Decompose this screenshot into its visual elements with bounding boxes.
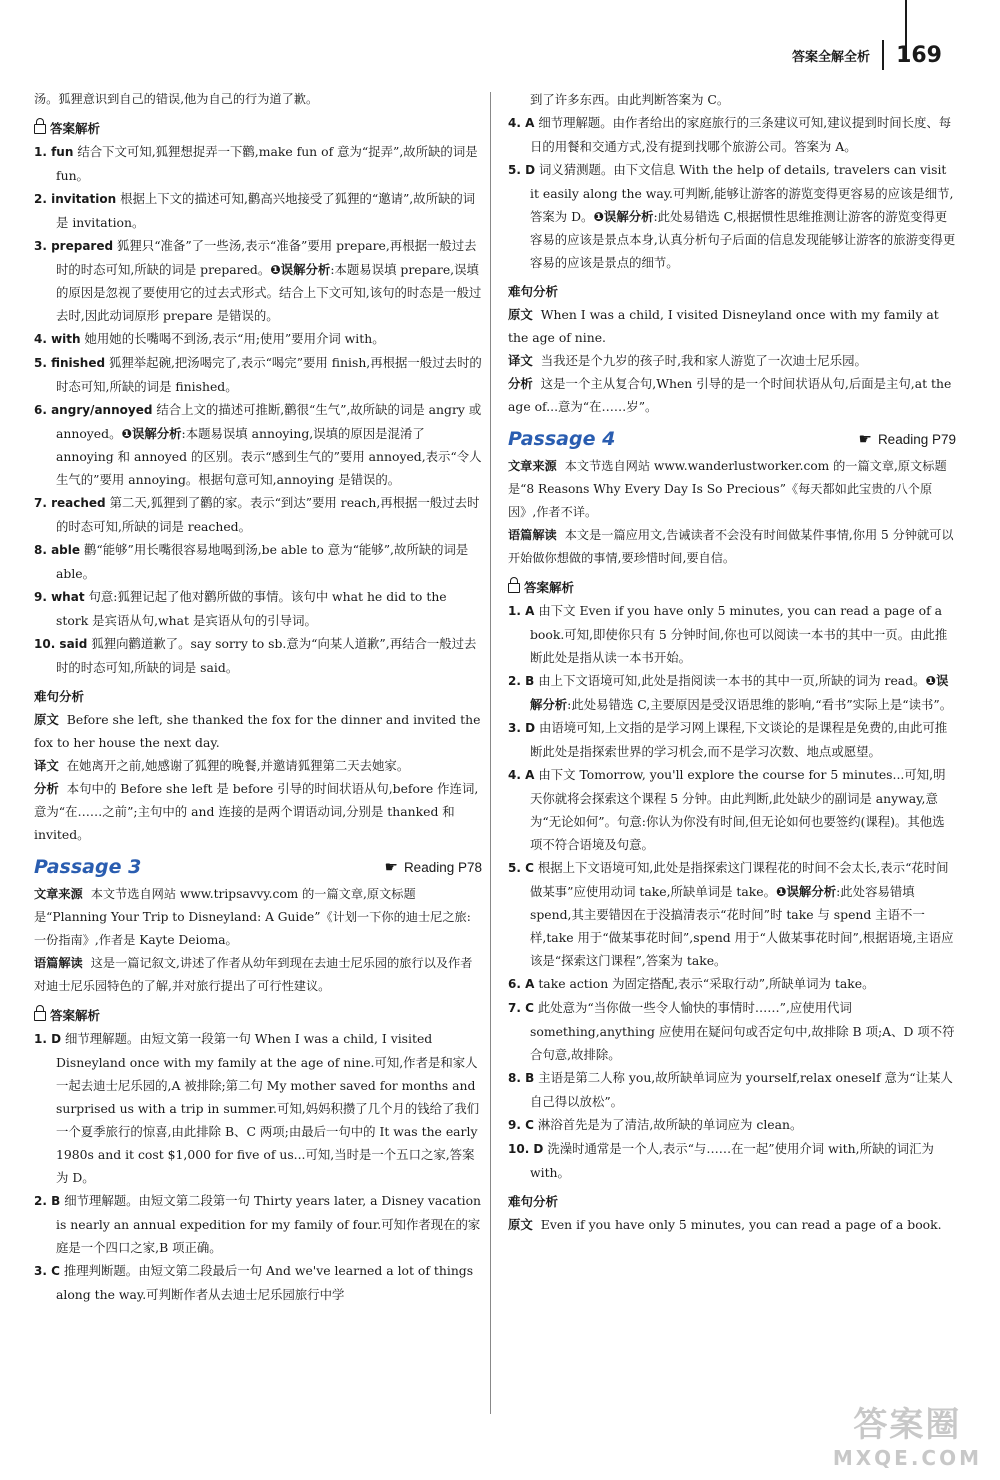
answer-heading: 答案解析 [34,117,482,140]
error-analysis-label: ❶误解分析 [530,673,949,712]
answer-number: 3. prepared [34,239,114,253]
answer-number: 10. D [508,1142,544,1156]
article-source: 文章来源 本文节选自网站 www.wanderlustworker.com 的一篇文章,原文标题是“8 Reasons Why Every Day Is So Precious”《每天都如此宝贵的八个原因》,作者不详。 [508,459,947,519]
answer-text: 推理判断题。由短文第二段最后一句 And we've learned a lot of things along the way.可判断作者从去迪士尼乐园旅行中学 [56,1263,474,1302]
pointing-hand-icon: ☛ [384,859,398,876]
answer-number: 3. D [508,721,536,735]
answer-item [34,351,482,398]
answer-number: 6. A [508,977,535,991]
error-analysis-label: ❶误解分析 [593,209,654,224]
answer-number: 7. C [508,1001,534,1015]
answer-list [34,140,482,679]
answer-item [508,1137,956,1184]
answer-number: 8. able [34,543,81,557]
answer-number: 2. B [508,674,535,688]
passage-reading: 语篇解读 本文是一篇应用文,告诫读者不会没有时间做某件事情,你用 5 分钟就可以开始做你想做的事情,要珍惜时间,要自信。 [508,528,954,565]
analysis: 分析 这是一个主从复合句,When 引导的是一个时间状语从句,后面是主句,at the age of...意为“在……岁”。 [508,376,952,414]
answer-item [34,234,482,327]
answer-heading: 答案解析 [508,576,956,599]
pointing-hand-icon: ☛ [858,431,872,448]
answer-number: 1. fun [34,145,74,159]
lock-icon [34,124,46,134]
error-analysis-text: :此处易错选 C,主要原因是受汉语思维的影响,“看书”实际上是“读书”。 [567,697,953,712]
answer-number: 1. D [34,1032,62,1046]
answer-number: 9. C [508,1118,534,1132]
answer-item [34,140,482,187]
answer-number: 4. A [508,116,535,130]
answer-text: 由语境可知,上文指的是学习网上课程,下文谈论的是课程是免费的,由此可推断此处是指探索世界的学习机会,而不是学习次数、地点或愿望。 [530,720,948,759]
error-analysis-text: :本题易误填 prepare,误填的原因是忽视了要使用它的过去式形式。结合上下文可知,该句的时态是一般过去时,因此动词原形 prepare 是错误的。 [56,262,482,323]
answer-item [34,187,482,234]
answer-text: 她用她的长嘴喝不到汤,表示“用;使用”要用介词 with。 [84,331,385,346]
passage-reading: 语篇解读 这是一篇记叙文,讲述了作者从幼年到现在去迪士尼乐园的旅行以及作者对迪士尼乐园特色的了解,并对旅行提出了可行性建议。 [34,956,473,993]
lock-icon [508,583,520,593]
answer-text: 细节理解题。由作者给出的家庭旅行的三条建议可知,建议提到时间长度、每日的用餐和交通方式,没有提到找哪个旅游公司。答案为 A。 [530,115,952,154]
error-analysis-text: :此处容易错填 spend,其主要错因在于没搞清表示“花时间”时 take 与 spend 主语不一样,take 用于“做某事花时间”,spend 用于“人做某事花时间”,根据语境,主语应该是“探索这门课程”,答案为 take。 [530,884,954,968]
answer-item [34,632,482,679]
answer-list [508,599,956,1184]
answer-text: 主语是第二人称 you,故所缺单词应为 yourself,relax oneself 意为“让某人自己得以放松”。 [530,1070,953,1109]
answer-item [508,763,956,856]
passage-title: Passage 4 [508,428,616,450]
watermark [833,1397,982,1470]
answer-text: take action 为固定搭配,表示“采取行动”,所缺单词为 take。 [538,976,875,991]
answer-text: 句意:狐狸记起了他对鹳所做的事情。该句中 what he did to the stork 是宾语从句,what 是宾语从句的引导词。 [56,589,447,628]
answer-text: 细节理解题。由短文第一段第一句 When I was a child, I visited Disneyland once with my family at the age of nine.可知,作者是和家人一起去迪士尼乐园的,A 被排除;第二句 My mother saved for months and surprised us with a trip in summer.可知,妈妈积攒了几个月的钱给了我们一个夏季旅行的惊喜,由此排除 B、C 两项;由最后一句中的 It was the early 1980s and it cost $1,000 for five of us...可知,当时是一个五口之家,答案为 D。 [56,1031,480,1185]
answer-text: 第二天,狐狸到了鹳的家。表示“到达”要用 reach,再根据一般过去时的时态可知,所缺的词是 reached。 [56,495,480,534]
watermark-url: MXQE.COM [832,1446,982,1470]
answer-list [508,111,956,274]
answer-item [508,111,956,158]
answer-number: 10. said [34,637,88,651]
answer-text: 结合下文可知,狐狸想捉弄一下鹳,make fun of 意为“捉弄”,故所缺的词是 fun。 [56,144,478,183]
answer-number: 2. B [34,1194,61,1208]
page-header [792,40,942,70]
answer-item [508,599,956,669]
answer-item [508,1066,956,1113]
answer-number: 4. with [34,332,81,346]
article-source: 文章来源 本文节选自网站 www.tripsavvy.com 的一篇文章,原文标题是“Planning Your Trip to Disneyland: A Guide”《计划一下你的迪士尼之旅:一份指南》,作者是 Kayte Deioma。 [34,887,471,947]
intro-text: 汤。狐狸意识到自己的错误,他为自己的行为道了歉。 [34,92,319,106]
page-number: 169 [896,42,942,68]
column-divider [490,92,491,1414]
answer-item [508,716,956,763]
error-analysis-label: ❶误解分析 [270,262,331,277]
answer-text: 根据上下文的描述可知,鹳高兴地接受了狐狸的“邀请”,故所缺的词是 invitation。 [56,191,476,230]
answer-number: 5. C [508,861,534,875]
left-column [34,88,482,1306]
answer-text: 由下文 Even if you have only 5 minutes, you can read a page of a book.可知,即使你只有 5 分钟时间,你也可以阅读一本书的其中一页。由此推断此处是指从读一本书开始。 [530,603,948,665]
answer-number: 2. invitation [34,192,117,206]
translation: 译文 当我还是个九岁的孩子时,我和家人游览了一次迪士尼乐园。 [508,353,867,368]
difficult-sentence-heading: 难句分析 [508,284,559,299]
answer-text: 此处意为“当你做一些令人愉快的事情时……”,应使用代词 something,anything 应使用在疑问句或否定句中,故排除 B 项;A、D 项不符合句意,故排除。 [530,1000,955,1062]
watermark-logo: 答案圈 [853,1405,962,1445]
original-sentence: 原文 Before she left, she thanked the fox for the dinner and invited the fox to her house the next day. [34,712,481,750]
original-sentence: 原文 When I was a child, I visited Disneyland once with my family at the age of nine. [508,307,939,345]
difficult-sentence-heading: 难句分析 [34,689,85,704]
analysis: 分析 本句中的 Before she left 是 before 引导的时间状语从句,before 作连词,意为“在……之前”;主句中的 and 连接的是两个谓语动词,分别是 thanked 和 invited。 [34,781,479,842]
passage-4-header [508,428,956,451]
header-divider [882,40,884,70]
answer-item [508,1113,956,1137]
error-analysis-text: :此处易错选 C,根据惯性思维推测让游客的游览变得更容易的应该是景点本身,认真分析句子后面的信息发现能够让游客的旅游变得更容易的应该是景点的细节。 [530,209,956,270]
answer-text: 根据上下文语境可知,此处是指探索这门课程花的时间不会太长,表示“花时间做某事”应使用动词 take,所缺单词是 take。 [530,860,949,899]
answer-number: 3. C [34,1264,60,1278]
answer-item [34,398,482,491]
answer-item [34,538,482,585]
translation: 译文 在她离开之前,她感谢了狐狸的晚餐,并邀请狐狸第二天去她家。 [34,758,410,773]
reading-ref: ☛ Reading P78 [384,856,482,879]
answer-text: 词义猜测题。由下文信息 With the help of details, travelers can visit it easily along the way.可判断,能够让游客的游览变得更容易的应该是细节,答案为 D。 [530,162,954,224]
passage-title: Passage 3 [34,856,142,878]
answer-item [34,1027,482,1189]
original-sentence: 原文 Even if you have only 5 minutes, you can read a page of a book. [508,1217,942,1232]
answer-list [34,1027,482,1306]
answer-text: 鹳“能够”用长嘴很容易地喝到汤,be able to 意为“能够”,故所缺的词是 able。 [56,542,469,581]
answer-number: 1. A [508,604,535,618]
answer-heading: 答案解析 [34,1004,482,1027]
answer-item [508,158,956,274]
answer-text: 由下文 Tomorrow, you'll explore the course for 5 minutes...可知,明天你就将会探索这个课程 5 分钟。由此判断,此处缺少的副词是 anyway,意为“无论如何”。句意:你认为你没有时间,但无论如何也要签约(课程)。其他选项不符合语境及句意。 [530,767,946,852]
answer-number: 9. what [34,590,85,604]
answer-number: 8. B [508,1071,535,1085]
answer-item [34,1259,482,1306]
answer-text: 狐狸举起碗,把汤喝完了,表示“喝完”要用 finish,再根据一般过去时的时态可知,所缺的词是 finished。 [56,355,482,394]
answer-text: 洗澡时通常是一个人,表示“与……在一起”使用介词 with,所缺的词汇为 with。 [530,1141,934,1180]
error-analysis-label: ❶误解分析 [776,884,837,899]
answer-text: 由上下文语境可知,此处是指阅读一本书的其中一页,所缺的词为 read。 [538,673,926,688]
answer-item [34,1189,482,1259]
answer-item [34,327,482,351]
section-label: 答案全解全析 [792,49,871,65]
answer-text: 淋浴首先是为了清洁,故所缺的单词应为 clean。 [537,1117,803,1132]
error-analysis-text: :本题易误填 annoying,误填的原因是混淆了 annoying 和 annoyed 的区别。表示“感到生气的”要用 annoyed,表示“令人生气的”要用 annoying。根据句意可知,annoying 是错误的。 [56,426,482,487]
answer-item [508,856,956,972]
passage-3-header [34,856,482,879]
continued-text: 到了许多东西。由此判断答案为 C。 [530,92,730,107]
answer-item [34,585,482,632]
answer-number: 6. angry/annoyed [34,403,153,417]
answer-text: 狐狸向鹳道歉了。say sorry to sb.意为“向某人道歉”,再结合一般过去时的时态可知,所缺的词是 said。 [56,636,477,675]
error-analysis-label: ❶误解分析 [121,426,182,441]
answer-number: 7. reached [34,496,106,510]
reading-ref: ☛ Reading P79 [858,428,956,451]
answer-text: 细节理解题。由短文第二段第一句 Thirty years later, a Disney vacation is nearly an annual expedition for my family of four.可知作者现在的家庭是一个四口之家,B 项正确。 [56,1193,482,1255]
lock-icon [34,1011,46,1021]
answer-text: 结合上文的描述可推断,鹳很“生气”,故所缺的词是 angry 或 annoyed。 [56,402,482,441]
answer-number: 5. D [508,163,536,177]
right-column [508,88,956,1236]
answer-item [34,491,482,538]
answer-item [508,972,956,996]
answer-number: 4. A [508,768,535,782]
answer-item [508,669,956,716]
answer-text: 狐狸只“准备”了一些汤,表示“准备”要用 prepare,再根据一般过去时的时态可知,所缺的词是 prepared。 [56,238,477,277]
answer-item [508,996,956,1066]
difficult-sentence-heading: 难句分析 [508,1194,559,1209]
answer-number: 5. finished [34,356,106,370]
